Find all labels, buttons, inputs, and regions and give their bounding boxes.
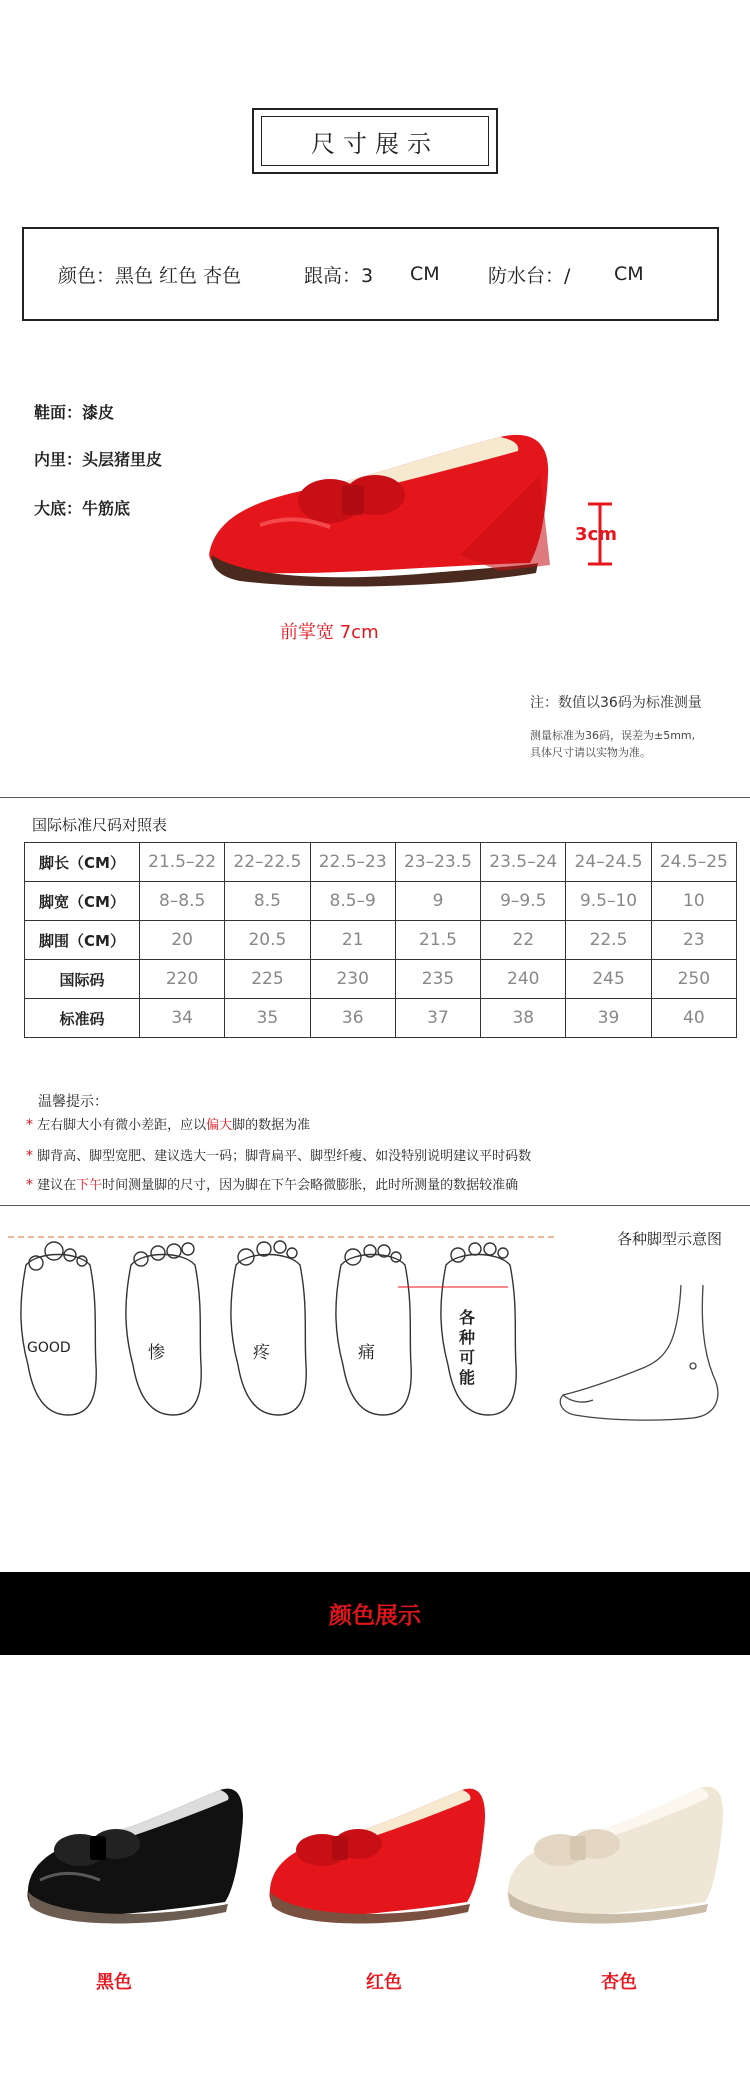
table-cell: 235 <box>395 960 480 999</box>
section-title: 尺寸展示 <box>261 116 489 166</box>
table-cell: 20.5 <box>225 921 310 960</box>
table-cell: 23–23.5 <box>395 843 480 882</box>
red-shoe-main-image <box>200 415 560 595</box>
table-cell: 9.5–10 <box>566 882 651 921</box>
spec-box <box>22 227 719 321</box>
asterisk-icon: * <box>26 1117 33 1133</box>
foot-types-title: 各种脚型示意图 <box>617 1230 723 1248</box>
table-cell: 22 <box>481 921 566 960</box>
table-cell: 23.5–24 <box>481 843 566 882</box>
table-cell: 8.5–9 <box>310 882 395 921</box>
row-header: 国际码 <box>25 960 140 999</box>
row-header: 脚宽（CM） <box>25 882 140 921</box>
table-cell: 9 <box>395 882 480 921</box>
foot-types-diagram <box>8 1225 568 1425</box>
table-cell: 23 <box>651 921 736 960</box>
heel-height-label: 3cm <box>575 524 617 545</box>
actual-item-note: 具体尺寸请以实物为准。 <box>530 746 651 759</box>
row-header: 脚围（CM） <box>25 921 140 960</box>
table-cell: 220 <box>140 960 225 999</box>
color-label-apricot: 杏色 <box>601 1972 637 1993</box>
table-cell: 245 <box>566 960 651 999</box>
table-cell: 225 <box>225 960 310 999</box>
platform-spec: 防水台：/ <box>488 264 571 287</box>
divider <box>0 797 750 798</box>
foot-label-3: 痛 <box>358 1343 375 1363</box>
table-cell: 10 <box>651 882 736 921</box>
foot-label-good: GOOD <box>27 1340 71 1356</box>
forefoot-width-label: 前掌宽 7cm <box>280 622 379 643</box>
color-label-red: 红色 <box>366 1972 402 1993</box>
table-cell: 22.5 <box>566 921 651 960</box>
table-cell: 34 <box>140 999 225 1038</box>
color-spec: 颜色：黑色 红色 杏色 <box>58 264 242 287</box>
table-cell: 230 <box>310 960 395 999</box>
table-cell: 9–9.5 <box>481 882 566 921</box>
measurement-note: 注：数值以36码为标准测量 <box>530 695 702 711</box>
table-cell: 21.5–22 <box>140 843 225 882</box>
table-cell: 39 <box>566 999 651 1038</box>
color-section-band <box>0 1572 750 1655</box>
table-cell: 22–22.5 <box>225 843 310 882</box>
side-foot-illustration <box>553 1280 733 1430</box>
lining-material: 内里：头层猪里皮 <box>34 450 163 469</box>
row-header: 标准码 <box>25 999 140 1038</box>
table-row <box>25 999 737 1038</box>
row-header: 脚长（CM） <box>25 843 140 882</box>
table-cell: 21.5 <box>395 921 480 960</box>
table-cell: 40 <box>651 999 736 1038</box>
foot-label-1: 惨 <box>148 1343 165 1363</box>
asterisk-icon: * <box>26 1177 33 1193</box>
table-cell: 240 <box>481 960 566 999</box>
tips-title: 温馨提示： <box>38 1094 108 1110</box>
foot-label-4: 各种可能 <box>459 1308 476 1387</box>
tip-3: * 建议在下午时间测量脚的尺寸，因为脚在下午会略微膨胀，此时所测量的数据较准确 <box>26 1177 519 1193</box>
sole-material: 大底：牛筋底 <box>34 499 131 518</box>
asterisk-icon: * <box>26 1148 33 1164</box>
tip-2: * 脚背高、脚型宽肥、建议选大一码；脚背扁平、脚型纤瘦、如没特别说明建议平时码数 <box>26 1148 532 1164</box>
apricot-shoe-image <box>500 1770 730 1930</box>
tolerance-note: 测量标准为36码，误差为±5mm, <box>530 729 696 742</box>
tip-1: * 左右脚大小有微小差距，应以偏大脚的数据为准 <box>26 1117 311 1133</box>
upper-material: 鞋面：漆皮 <box>34 403 115 422</box>
table-cell: 8–8.5 <box>140 882 225 921</box>
table-cell: 24.5–25 <box>651 843 736 882</box>
table-cell: 38 <box>481 999 566 1038</box>
table-cell: 250 <box>651 960 736 999</box>
table-cell: 24–24.5 <box>566 843 651 882</box>
table-cell: 8.5 <box>225 882 310 921</box>
table-cell: 22.5–23 <box>310 843 395 882</box>
foot-label-2: 疼 <box>253 1343 270 1363</box>
size-table <box>24 842 737 1038</box>
divider <box>0 1205 750 1206</box>
table-row <box>25 843 737 882</box>
table-row <box>25 960 737 999</box>
platform-unit: CM <box>614 263 644 285</box>
heel-spec: 跟高：3 <box>304 264 374 287</box>
color-label-black: 黑色 <box>96 1972 132 1993</box>
table-cell: 21 <box>310 921 395 960</box>
table-row <box>25 882 737 921</box>
heel-unit: CM <box>410 263 440 285</box>
size-table-title: 国际标准尺码对照表 <box>32 816 168 834</box>
color-section-title: 颜色展示 <box>329 1603 421 1629</box>
table-row <box>25 921 737 960</box>
table-cell: 37 <box>395 999 480 1038</box>
table-cell: 35 <box>225 999 310 1038</box>
table-cell: 20 <box>140 921 225 960</box>
black-shoe-image <box>20 1780 250 1930</box>
red-shoe-image <box>262 1780 492 1930</box>
table-cell: 36 <box>310 999 395 1038</box>
